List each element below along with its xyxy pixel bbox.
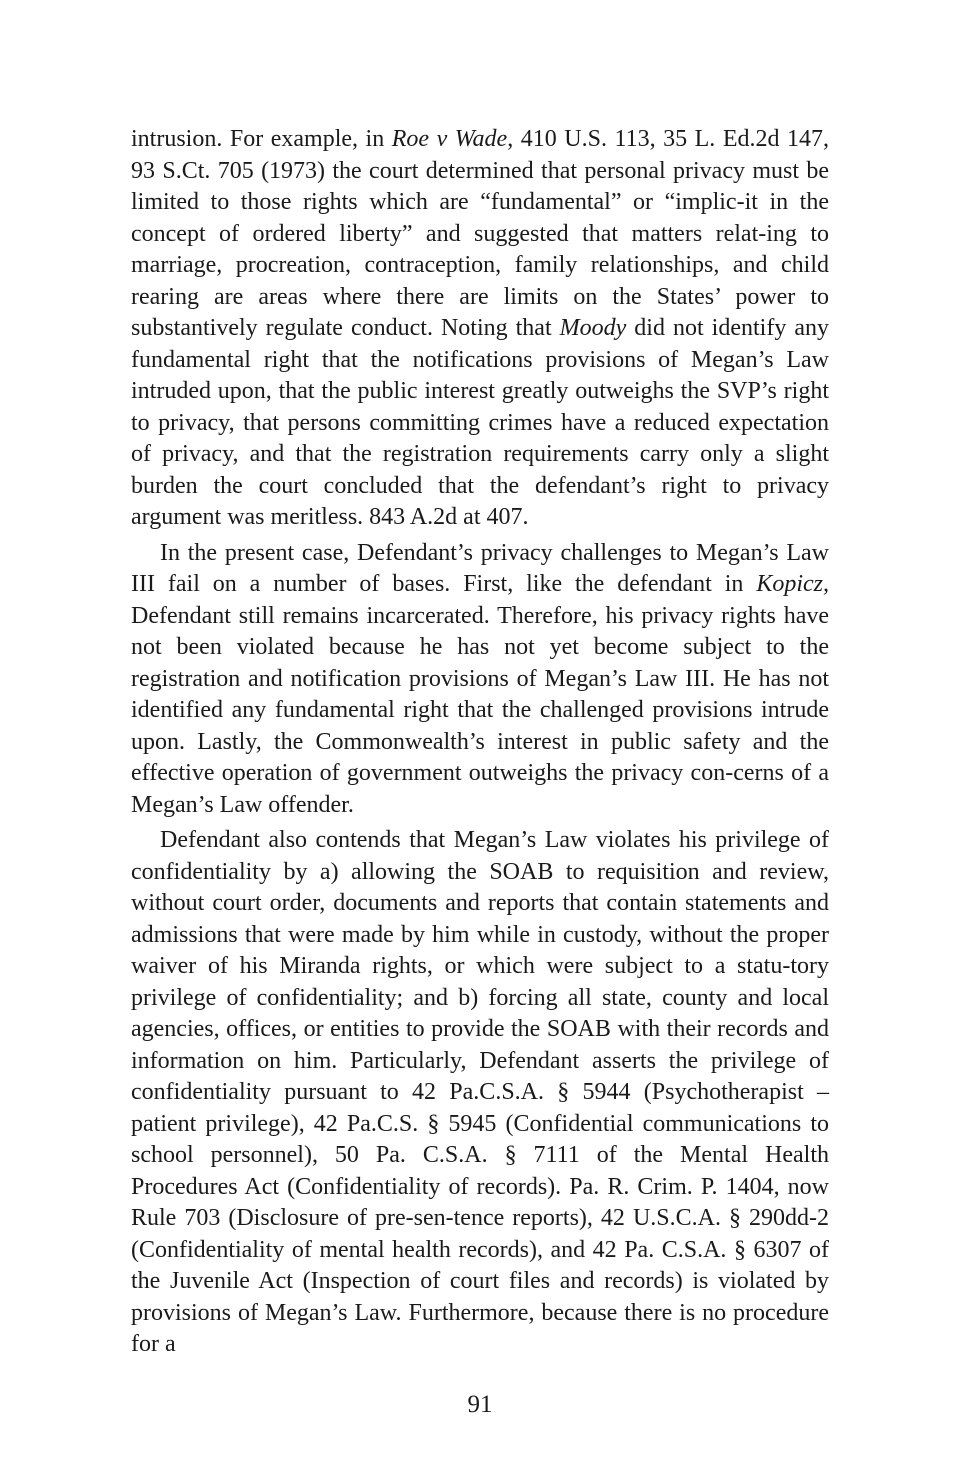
case-name-roe-v-wade: Roe v Wade bbox=[391, 126, 508, 152]
text-segment: In the present case, Defendant’s privacy challenges to Megan’s Law III fail on a number of bases. First, like the defendant in bbox=[131, 539, 829, 597]
page-body bbox=[131, 124, 829, 1361]
case-name-kopicz: Kopicz, bbox=[756, 571, 829, 597]
paragraph-2 bbox=[131, 538, 829, 822]
text-segment: , 410 U.S. 113, 35 L. Ed.2d 147, 93 S.Ct. 705 (1973) the court determined that personal privacy must be limited to those rights which are “fundamental” or “implic-it in the concept of ordered liberty” and suggested that matters relat-ing to marriage, procreation, contraception, family relationships, and child rearing are areas where there are limits on the States’ power to substantively regulate conduct. Noting that bbox=[131, 126, 830, 341]
page-number: 91 bbox=[467, 1391, 493, 1418]
paragraph-3 bbox=[131, 825, 829, 1361]
paragraph-1 bbox=[131, 124, 829, 534]
text-segment: intrusion. For example, in bbox=[131, 126, 392, 152]
text-segment: Defendant still remains incarcerated. Therefore, his privacy rights have not been violated because he has not yet become subject to the registration and notification provisions of Megan’s Law III. He has not identified any fundamental right that the challenged provisions intrude upon. Lastly, the Commonwealth’s interest in public safety and the effective operation of government outweighs the privacy con-cerns of a Megan’s Law offender. bbox=[131, 602, 829, 818]
case-name-moody: Moody bbox=[559, 315, 627, 341]
text-segment: Defendant also contends that Megan’s Law violates his privilege of confidentiality by a) allowing the SOAB to requisition and review, without court order, documents and reports that contain statements and admissions that were made by him while in custody, without the proper waiver of his Miranda rights, or which were subject to a statu-tory privilege of confidentiality; and b) forcing all state, county and local agencies, offices, or entities to provide the SOAB with their records and information on him. Particularly, Defendant asserts the privilege of confidentiality pursuant to 42 Pa.C.S.A. § 5944 (Psychotherapist – patient privilege), 42 Pa.C.S. § 5945 (Confidential communications to school personnel), 50 Pa. C.S.A. § 7111 of the Mental Health Procedures Act (Confidentiality of records). Pa. R. Crim. P. 1404, now Rule 703 (Disclosure of pre-sen-tence reports), 42 U.S.C.A. § 290dd-2 (Confidentiality of mental health records), and 42 Pa. C.S.A. § 6307 of the Juvenile Act (Inspection of court files and records) is violated by provisions of Megan’s Law. Furthermore, because there is no procedure for a bbox=[131, 827, 829, 1357]
text-segment: did not identify any fundamental right that the notifications provisions of Megan’s Law intruded upon, that the public interest greatly outweighs the SVP’s right to privacy, that persons committing crimes have a reduced expectation of privacy, and that the registration requirements carry only a slight burden the court concluded that the defendant’s right to privacy argument was meritless. 843 A.2d at 407. bbox=[131, 315, 829, 530]
